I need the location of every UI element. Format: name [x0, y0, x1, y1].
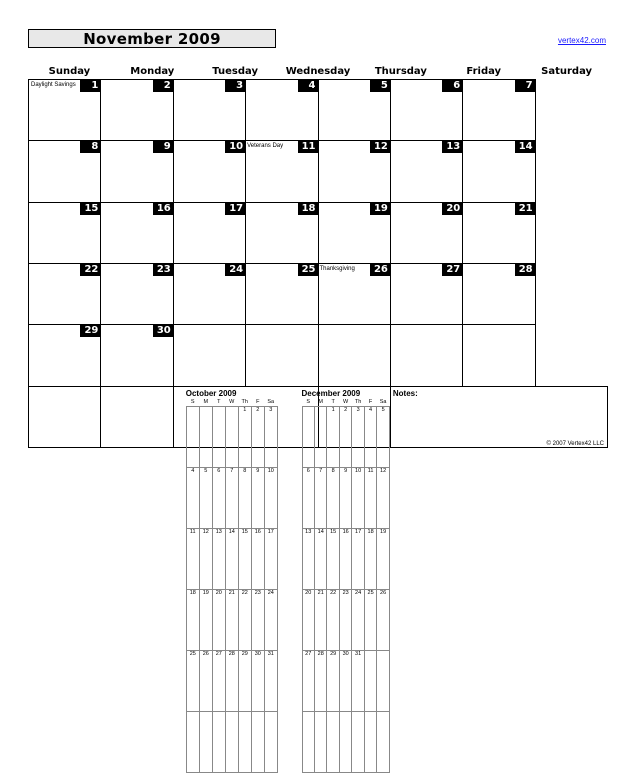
day-number: 15: [80, 203, 100, 215]
mini-day: 9: [251, 467, 264, 528]
day-cell[interactable]: [463, 325, 535, 386]
holiday-daylight-savings: Daylight Savings: [31, 82, 76, 88]
mini-day: [251, 711, 264, 772]
mini-day: [339, 711, 351, 772]
mini-day: 26: [199, 650, 212, 711]
mini-day: 25: [186, 650, 199, 711]
day-number: 23: [153, 264, 173, 276]
weekday-header-row: [28, 66, 608, 79]
mini-weekday-header: M: [203, 399, 209, 406]
day-cell[interactable]: [173, 325, 245, 386]
mini-day: 16: [251, 528, 264, 589]
day-cell[interactable]: [463, 141, 535, 202]
mini-day: 5: [199, 467, 212, 528]
day-cell[interactable]: [390, 325, 462, 386]
day-cell[interactable]: [29, 141, 101, 202]
day-cell[interactable]: [463, 80, 535, 141]
mini-day: [314, 406, 326, 467]
day-number: 3: [225, 80, 245, 92]
mini-day: 26: [377, 589, 390, 650]
mini-calendar-december-title: December 2009: [301, 388, 361, 398]
day-number: 9: [153, 141, 173, 153]
mini-weekday-header: F: [368, 399, 373, 406]
mini-day: 15: [238, 528, 251, 589]
mini-day: [314, 711, 326, 772]
mini-day: 5: [377, 406, 390, 467]
mini-day: 11: [186, 528, 199, 589]
notes-label: Notes:: [392, 388, 418, 398]
footer-empty-cell: [29, 386, 101, 447]
mini-day: 7: [314, 467, 326, 528]
mini-day: 29: [238, 650, 251, 711]
day-number: 21: [515, 203, 535, 215]
mini-day: 12: [377, 467, 390, 528]
day-cell[interactable]: [29, 263, 101, 324]
mini-day: 10: [264, 467, 277, 528]
mini-day: 9: [339, 467, 351, 528]
day-number: 12: [370, 141, 390, 153]
mini-day: 24: [264, 589, 277, 650]
mini-day: 4: [364, 406, 376, 467]
day-cell[interactable]: [463, 202, 535, 263]
mini-day: 22: [327, 589, 339, 650]
mini-weekday-header: T: [331, 399, 335, 406]
mini-day: [364, 650, 376, 711]
day-number: 7: [515, 80, 535, 92]
mini-day: [212, 711, 225, 772]
mini-day: 30: [339, 650, 351, 711]
day-number: 19: [370, 203, 390, 215]
mini-weekday-header: W: [343, 399, 349, 406]
vertex42-link[interactable]: vertex42.com: [557, 36, 606, 45]
day-cell[interactable]: [246, 80, 318, 141]
mini-day: [264, 711, 277, 772]
mini-weekday-header: Sa: [267, 399, 275, 406]
mini-day: 4: [186, 467, 199, 528]
day-cell[interactable]: [390, 80, 462, 141]
mini-day: 13: [212, 528, 225, 589]
mini-day: 28: [314, 650, 326, 711]
mini-weekday-header: M: [318, 399, 323, 406]
day-number: 30: [153, 325, 173, 337]
mini-weekday-header: Sa: [379, 399, 387, 406]
mini-day: 18: [186, 589, 199, 650]
day-number: 1: [80, 80, 100, 92]
week-row: [29, 202, 608, 263]
day-cell[interactable]: [318, 325, 390, 386]
mini-day: 17: [352, 528, 364, 589]
day-number: 27: [442, 264, 462, 276]
mini-day: [212, 406, 225, 467]
day-cell[interactable]: [318, 80, 390, 141]
day-cell[interactable]: [29, 325, 101, 386]
day-cell[interactable]: [246, 263, 355, 324]
mini-day: 2: [339, 406, 351, 467]
mini-day: 30: [251, 650, 264, 711]
mini-day: 21: [225, 589, 238, 650]
mini-day: [302, 711, 314, 772]
mini-calendar-october-title: October 2009: [185, 388, 237, 398]
mini-day: [364, 711, 376, 772]
week-row: [29, 141, 608, 202]
mini-day: 13: [302, 528, 314, 589]
day-number: 5: [370, 80, 390, 92]
day-cell[interactable]: [101, 141, 173, 202]
mini-day: 31: [264, 650, 277, 711]
mini-day: [238, 711, 251, 772]
mini-day: [327, 711, 339, 772]
mini-day: 1: [238, 406, 251, 467]
mini-day: [377, 711, 390, 772]
day-cell[interactable]: [246, 141, 318, 202]
mini-day: [186, 406, 199, 467]
mini-day: 20: [212, 589, 225, 650]
day-cell[interactable]: [173, 80, 245, 141]
day-cell[interactable]: [390, 263, 462, 324]
mini-day: 27: [212, 650, 225, 711]
weekday-header-monday: Monday: [130, 66, 175, 77]
mini-weekday-header: T: [217, 399, 221, 406]
mini-day: 31: [352, 650, 364, 711]
day-number: 25: [298, 264, 318, 276]
mini-weekday-header: F: [256, 399, 260, 406]
mini-day: 10: [352, 467, 364, 528]
holiday-thanksgiving: Thanksgiving: [319, 265, 355, 272]
day-number: 16: [153, 203, 173, 215]
day-cell[interactable]: [318, 141, 390, 202]
mini-day: 14: [314, 528, 326, 589]
day-cell[interactable]: [246, 202, 318, 263]
day-number: 6: [442, 80, 462, 92]
week-row: [29, 263, 608, 324]
mini-weekday-header: S: [190, 399, 195, 406]
mini-day: 6: [302, 467, 314, 528]
mini-day: 27: [302, 650, 314, 711]
weekday-header-thursday: Thursday: [374, 66, 427, 77]
mini-day: 20: [302, 589, 314, 650]
day-number: 14: [515, 141, 535, 153]
day-cell[interactable]: [318, 202, 390, 263]
day-cell[interactable]: [173, 141, 284, 202]
day-cell[interactable]: [390, 141, 462, 202]
mini-day: 16: [339, 528, 351, 589]
mini-day: [199, 711, 212, 772]
mini-day: 21: [314, 589, 326, 650]
mini-day: 23: [339, 589, 351, 650]
mini-day: 8: [327, 467, 339, 528]
mini-day: 24: [352, 589, 364, 650]
mini-day: 17: [264, 528, 277, 589]
mini-day: 6: [212, 467, 225, 528]
footer-row: [29, 386, 608, 447]
calendar-grid: [28, 79, 608, 657]
day-number: 26: [370, 264, 390, 276]
mini-day: 7: [225, 467, 238, 528]
mini-day: 3: [352, 406, 364, 467]
footer-empty-cell: [101, 386, 173, 447]
weekday-header-friday: Friday: [466, 66, 502, 77]
day-cell[interactable]: [173, 263, 245, 324]
mini-day: [302, 406, 314, 467]
day-number: 10: [225, 141, 245, 153]
day-cell[interactable]: [101, 263, 173, 324]
day-cell[interactable]: [463, 263, 535, 324]
mini-day: 23: [251, 589, 264, 650]
mini-day: 8: [238, 467, 251, 528]
mini-day: 2: [251, 406, 264, 467]
mini-weekday-header: W: [229, 399, 235, 406]
week-row: [29, 80, 608, 141]
mini-cal-next-cell: [301, 386, 390, 657]
day-number: 13: [442, 141, 462, 153]
mini-cal-prev-cell: [173, 386, 318, 657]
day-cell[interactable]: [173, 202, 245, 263]
mini-day: 28: [225, 650, 238, 711]
weekday-header-wednesday: Wednesday: [285, 66, 351, 77]
day-number: 24: [225, 264, 245, 276]
mini-day: 19: [199, 589, 212, 650]
mini-weekday-header: Th: [354, 399, 362, 406]
week-row: [29, 325, 608, 386]
day-number: 20: [442, 203, 462, 215]
day-number: 11: [298, 141, 318, 153]
calendar-title: November 2009: [28, 29, 276, 48]
mini-day: 19: [377, 528, 390, 589]
mini-day: [225, 711, 238, 772]
mini-day: 12: [199, 528, 212, 589]
weekday-header-saturday: Saturday: [541, 66, 593, 77]
day-cell[interactable]: [101, 325, 173, 386]
mini-weekday-header: S: [306, 399, 311, 406]
mini-calendar-december: [302, 389, 390, 773]
day-number: 17: [225, 203, 245, 215]
mini-day: [186, 711, 199, 772]
mini-day: 29: [327, 650, 339, 711]
day-number: 22: [80, 264, 100, 276]
mini-day: 15: [327, 528, 339, 589]
weekday-header-tuesday: Tuesday: [212, 66, 258, 77]
day-number: 2: [153, 80, 173, 92]
mini-day: 22: [238, 589, 251, 650]
day-cell[interactable]: [318, 263, 390, 324]
mini-calendar-october: [186, 389, 278, 773]
day-cell[interactable]: [29, 202, 101, 263]
mini-day: 14: [225, 528, 238, 589]
day-cell[interactable]: [246, 325, 318, 386]
mini-weekday-header: Th: [241, 399, 248, 406]
day-cell[interactable]: [101, 80, 173, 141]
mini-day: 18: [364, 528, 376, 589]
day-number: 4: [298, 80, 318, 92]
day-cell[interactable]: [29, 80, 101, 141]
holiday-veterans-day: Veterans Day: [247, 143, 284, 150]
mini-day: [199, 406, 212, 467]
mini-day: [377, 650, 390, 711]
mini-day: [352, 711, 364, 772]
day-number: 18: [298, 203, 318, 215]
day-number: 28: [515, 264, 535, 276]
copyright-text: © 2007 Vertex42 LLC: [546, 441, 604, 447]
mini-day: 25: [364, 589, 376, 650]
day-number: 29: [80, 325, 100, 337]
day-number: 8: [80, 141, 100, 153]
weekday-header-sunday: Sunday: [48, 66, 91, 77]
day-cell[interactable]: [390, 202, 462, 263]
day-cell[interactable]: [101, 202, 173, 263]
mini-day: 3: [264, 406, 277, 467]
notes-cell[interactable]: [390, 386, 607, 447]
mini-day: [225, 406, 238, 467]
mini-day: 1: [327, 406, 339, 467]
mini-day: 11: [364, 467, 376, 528]
